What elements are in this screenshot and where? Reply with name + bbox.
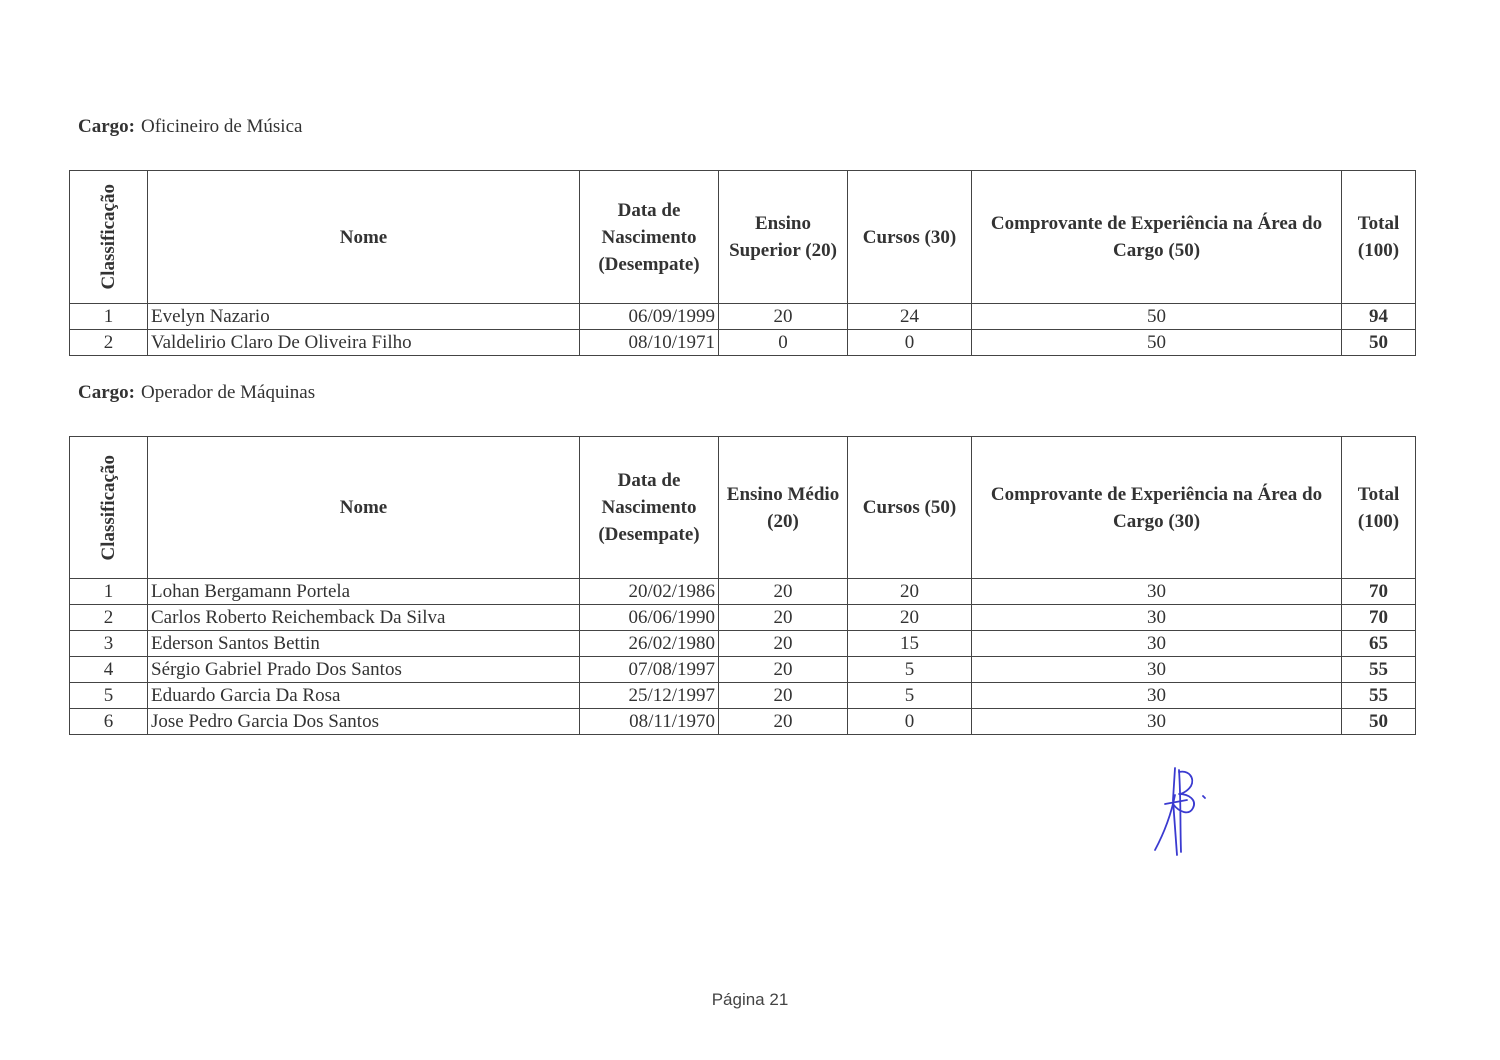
cell-total: 55	[1342, 683, 1416, 709]
cell-data: 08/10/1971	[580, 330, 719, 356]
cell-experiencia: 30	[972, 579, 1342, 605]
cell-pos: 2	[70, 330, 148, 356]
signature-icon	[1145, 760, 1215, 860]
header-data: Data de Nascimento (Desempate)	[580, 437, 719, 579]
cell-data: 07/08/1997	[580, 657, 719, 683]
cell-pos: 1	[70, 304, 148, 330]
cell-ensino: 20	[719, 657, 848, 683]
header-total: Total (100)	[1342, 171, 1416, 304]
cell-cursos: 15	[848, 631, 972, 657]
table-row	[70, 304, 1416, 330]
cell-experiencia: 30	[972, 631, 1342, 657]
cell-nome: Carlos Roberto Reichemback Da Silva	[148, 605, 580, 631]
table-row	[70, 605, 1416, 631]
header-cursos: Cursos (50)	[848, 437, 972, 579]
cell-data: 08/11/1970	[580, 709, 719, 735]
cell-pos: 6	[70, 709, 148, 735]
header-classificacao: Classificação	[70, 437, 148, 579]
header-data: Data de Nascimento (Desempate)	[580, 171, 719, 304]
cell-cursos: 20	[848, 579, 972, 605]
header-ensino: Ensino Superior (20)	[719, 171, 848, 304]
cell-ensino: 20	[719, 683, 848, 709]
cell-cursos: 5	[848, 683, 972, 709]
cell-cursos: 24	[848, 304, 972, 330]
cargo-label: Cargo:	[78, 382, 135, 403]
cell-ensino: 20	[719, 304, 848, 330]
cell-cursos: 5	[848, 657, 972, 683]
cell-data: 06/09/1999	[580, 304, 719, 330]
ranking-table-1	[69, 170, 1416, 356]
cell-cursos: 20	[848, 605, 972, 631]
cell-nome: Sérgio Gabriel Prado Dos Santos	[148, 657, 580, 683]
cell-total: 65	[1342, 631, 1416, 657]
table-row	[70, 709, 1416, 735]
page-number: Página 21	[711, 990, 789, 1009]
cell-experiencia: 50	[972, 330, 1342, 356]
cell-total: 70	[1342, 605, 1416, 631]
cell-ensino: 20	[719, 709, 848, 735]
cell-nome: Eduardo Garcia Da Rosa	[148, 683, 580, 709]
header-classificacao: Classificação	[70, 171, 148, 304]
cell-ensino: 20	[719, 605, 848, 631]
header-cursos: Cursos (30)	[848, 171, 972, 304]
cell-cursos: 0	[848, 330, 972, 356]
cargo-heading-1	[78, 116, 302, 138]
cell-nome: Ederson Santos Bettin	[148, 631, 580, 657]
cell-ensino: 20	[719, 579, 848, 605]
cell-pos: 1	[70, 579, 148, 605]
cell-pos: 4	[70, 657, 148, 683]
cell-pos: 3	[70, 631, 148, 657]
cell-experiencia: 30	[972, 683, 1342, 709]
header-experiencia: Comprovante de Experiência na Área do Cargo (30)	[972, 437, 1342, 579]
cell-experiencia: 30	[972, 605, 1342, 631]
header-nome: Nome	[148, 171, 580, 304]
cell-experiencia: 30	[972, 657, 1342, 683]
cell-pos: 2	[70, 605, 148, 631]
cell-pos: 5	[70, 683, 148, 709]
cell-nome: Lohan Bergamann Portela	[148, 579, 580, 605]
cargo-label: Cargo:	[78, 116, 135, 137]
cell-nome: Jose Pedro Garcia Dos Santos	[148, 709, 580, 735]
cell-total: 50	[1342, 709, 1416, 735]
cell-total: 55	[1342, 657, 1416, 683]
cell-experiencia: 50	[972, 304, 1342, 330]
cell-nome: Valdelirio Claro De Oliveira Filho	[148, 330, 580, 356]
cell-data: 26/02/1980	[580, 631, 719, 657]
table-row	[70, 657, 1416, 683]
cell-experiencia: 30	[972, 709, 1342, 735]
cargo-value: Oficineiro de Música	[140, 116, 303, 137]
table-row	[70, 631, 1416, 657]
header-total: Total (100)	[1342, 437, 1416, 579]
cargo-value: Operador de Máquinas	[140, 382, 316, 403]
cell-data: 06/06/1990	[580, 605, 719, 631]
header-row	[70, 171, 1416, 304]
cell-data: 20/02/1986	[580, 579, 719, 605]
header-ensino: Ensino Médio (20)	[719, 437, 848, 579]
cargo-heading-2	[78, 382, 315, 404]
table-row	[70, 579, 1416, 605]
cell-total: 70	[1342, 579, 1416, 605]
ranking-table-2	[69, 436, 1416, 735]
header-nome: Nome	[148, 437, 580, 579]
cell-data: 25/12/1997	[580, 683, 719, 709]
cell-nome: Evelyn Nazario	[148, 304, 580, 330]
cell-total: 94	[1342, 304, 1416, 330]
header-experiencia: Comprovante de Experiência na Área do Cargo (50)	[972, 171, 1342, 304]
header-row	[70, 437, 1416, 579]
cell-ensino: 20	[719, 631, 848, 657]
table-row	[70, 683, 1416, 709]
cell-cursos: 0	[848, 709, 972, 735]
cell-total: 50	[1342, 330, 1416, 356]
cell-ensino: 0	[719, 330, 848, 356]
table-row	[70, 330, 1416, 356]
